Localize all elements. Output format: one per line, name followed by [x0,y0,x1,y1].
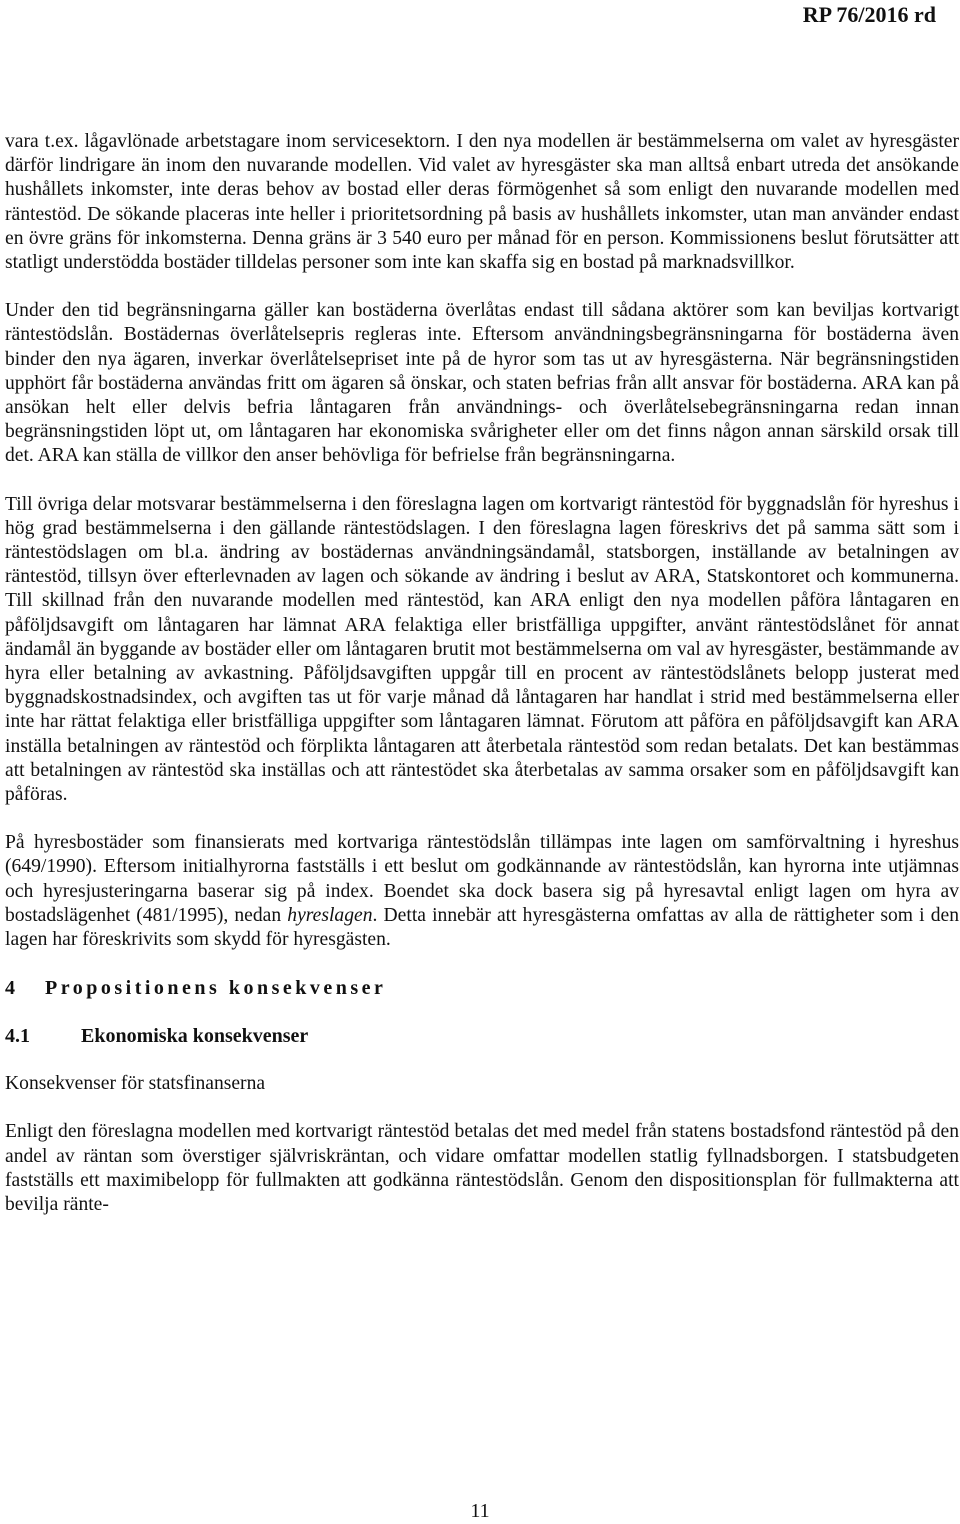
paragraph-1: vara t.ex. lågavlönade arbetstagare inom servicesektorn. I den nya modellen är bestämmelserna om valet av hyresgäster därför lindrigare än inom den nuvarande modellen. Vid valet av hyresgäster ska man alltså enbart utreda det ansökande hushållets inkomster, inte deras behov av bostad eller deras förmögenhet så som enligt den nuvarande modellen med räntestöd. De sökande placeras inte heller i prioritetsordning på basis av hushållets inkomster, utan man använder endast en övre gräns för inkomsterna. Denna gräns är 3 540 euro per månad för en person. Kommissionens beslut förutsätter att statligt understödda bostäder tilldelas personer som inte kan skaffa sig en bostad på marknadsvillkor. [5,131,959,274]
section-title: Propositionens konsekvenser [45,977,387,1000]
paragraph-3: Till övriga delar motsvarar bestämmelserna i den föreslagna lagen om kortvarigt räntestöd för byggnadslån för hyreshus i hög grad bestämmelserna i den gällande räntestödslagen. I den föreslagna lagen föreskrivs det på samma sätt som i räntestödslagen om bl.a. ändring av bostädernas användningsändamål, statsborgen, inställande av betalningen av räntestöd, tillsyn över efterlevnaden av lagen och sökande av ändring i beslut av ARA, Statskontoret och kommunerna. Till skillnad från den nuvarande modellen med räntestöd, kan ARA enligt den nya modellen påföra låntagaren en påföljdsavgift om låntagaren har lämnat ARA felaktiga eller bristfälliga uppgifter, använt räntestödslånet för annat ändamål än byggande av bostäder eller om låntagaren brutit mot bestämmelserna om val av hyresgäster, bestämmande av hyra eller betalning av avkastning. Påföljdsavgiften uppgår till en procent av räntestödslånets belopp justerat med byggnadskostnadsindex, och avgiften tas ut för varje månad då låntagaren har handlat i strid med bestämmelserna eller inte har rättat felaktiga eller bristfälliga uppgifter som låntagaren lämnat. Förutom att påföra en påföljdsavgift kan ARA inställa betalningen av räntestöd och förplikta låntagaren att återbetala räntestöd som redan betalats. Det kan bestämmas att betalningen av räntestöd ska inställas och att räntestödet ska återbetalas av samma orsaker som en påföljdsavgift kan påföras. [5,493,959,806]
paragraph-4-text-a: På hyresbostäder som finansierats med kortvariga räntestödslån tillämpas inte lagen om samförvaltning i hyreshus (649/1990). Eftersom initialhyrorna fastställs i ett beslut om godkännande av räntestödslån, kan hyrorna inte utjämnas och hyresjusteringarna baserar sig på index. Boendet ska dock basera sig på hyresavtal enligt lagen om hyra av bostadslägenhet (481/1995), nedan [5,832,959,926]
paragraph-4 [5,831,959,952]
section-number: 4 [5,977,15,1000]
page-number: 11 [470,1500,490,1522]
subheading-statsfinanser: Konsekvenser för statsfinanserna [5,1073,266,1095]
section-heading [5,976,959,1000]
subsection-heading [5,1024,959,1048]
defined-term-hyreslagen: hyreslagen [287,904,373,926]
subsection-number: 4.1 [5,1025,30,1048]
subsection-title: Ekonomiska konsekvenser [81,1025,309,1048]
document-body [5,130,959,1241]
document-id: RP 76/2016 rd [802,2,936,27]
paragraph-4-text-b: . Detta innebär att hyresgästerna omfattas av alla de rättigheter som i den lagen har föreskrivits som skydd för hyresgästen. [5,904,959,951]
paragraph-5: Enligt den föreslagna modellen med kortvarigt räntestöd betalas det med medel från statens bostadsfond räntestöd på den andel av räntan som överstiger självriskräntan, och vidare omfattar modellen statlig fyllnadsborgen. I statsbudgeten fastställs ett maximibelopp för fullmakten att godkänna räntestödslån. Genom den dispositionsplan för fullmakterna att bevilja ränte- [5,1121,959,1215]
paragraph-2: Under den tid begränsningarna gäller kan bostäderna överlåtas endast till sådana aktörer som kan beviljas kortvarigt räntestödslån. Bostädernas överlåtelsepris regleras inte. Eftersom användningsbegränsningarna för bostäderna även binder den nya ägaren, inverkar överlåtelsepriset inte på de hyror som tas ut av hyresgästerna. När begränsningstiden upphört får bostäderna användas fritt om ägaren så önskar, och staten befrias från allt ansvar för bostäderna. ARA kan på ansökan helt eller delvis befria låntagaren från användnings- och överlåtelsebegränsningarna redan innan begränsningstiden löpt ut, om låntagaren har ekonomiska svårigheter eller om det finns någon annan särskild orsak till det. ARA kan ställa de villkor den anser behövliga för befrielse från begränsningarna. [5,300,959,467]
